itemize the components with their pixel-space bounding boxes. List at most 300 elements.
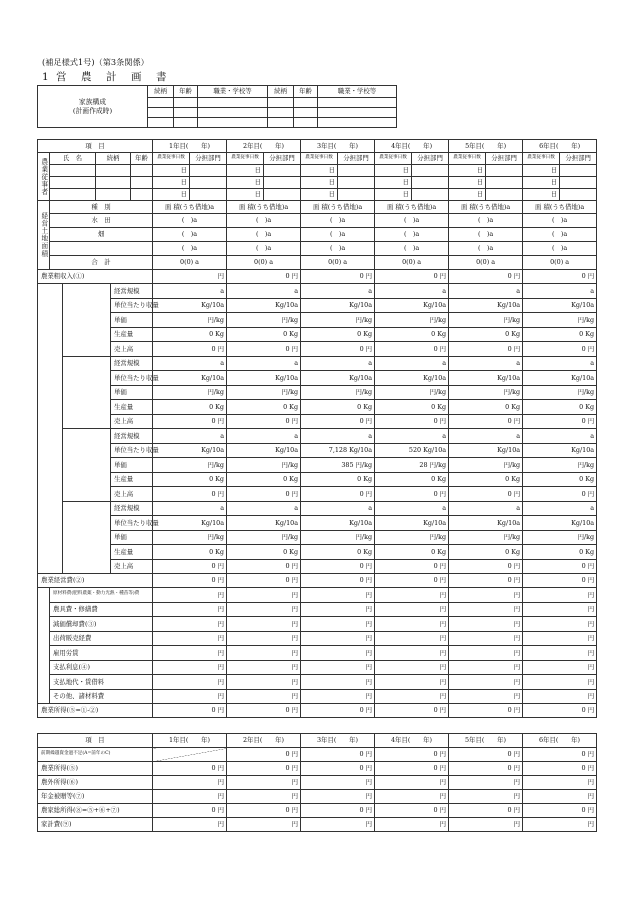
crop-value-cell[interactable]: a	[153, 501, 227, 516]
dept-cell[interactable]	[338, 165, 375, 177]
crop-value-cell[interactable]: 円/kg	[153, 530, 227, 545]
days-cell[interactable]: 日	[375, 189, 412, 201]
expense-value-cell[interactable]: 円	[449, 617, 523, 632]
expense-value-cell[interactable]: 円	[449, 646, 523, 661]
crop-value-cell[interactable]: Kg/10a	[301, 371, 375, 386]
expense-value-cell[interactable]: 円	[375, 660, 449, 675]
family-entry-cell[interactable]	[198, 118, 268, 128]
crop-value-cell[interactable]: Kg/10a	[227, 371, 301, 386]
expense-value-cell[interactable]: 円	[153, 689, 227, 704]
summary-value-cell[interactable]: 0 円	[301, 748, 375, 762]
crop-value-cell[interactable]: 0 円	[449, 487, 523, 502]
family-entry-cell[interactable]	[318, 118, 397, 128]
crop-value-cell[interactable]: 円/kg	[523, 313, 597, 328]
crop-value-cell[interactable]: a	[227, 284, 301, 299]
summary-value-cell[interactable]: 円	[153, 818, 227, 832]
crop-value-cell[interactable]: Kg/10a	[449, 371, 523, 386]
crop-value-cell[interactable]: 0 円	[153, 414, 227, 429]
expense-value-cell[interactable]: 円	[227, 602, 301, 617]
crop-value-cell[interactable]: 円/kg	[449, 313, 523, 328]
crop-value-cell[interactable]: a	[301, 429, 375, 444]
crop-value-cell[interactable]: 0 Kg	[153, 327, 227, 342]
summary-value-cell[interactable]: 0 円	[227, 762, 301, 776]
expense-value-cell[interactable]: 円	[227, 660, 301, 675]
year-header: 6年目( 年)	[523, 140, 597, 153]
dept-cell[interactable]	[412, 189, 449, 201]
crop-value-cell[interactable]: Kg/10a	[449, 298, 523, 313]
summary-value-cell[interactable]: 0 円	[523, 748, 597, 762]
land-area-cell[interactable]: ( )a	[153, 242, 227, 256]
crop-value-cell[interactable]: Kg/10a	[449, 443, 523, 458]
dept-cell[interactable]	[486, 165, 523, 177]
expense-value-cell[interactable]: 円	[227, 675, 301, 690]
land-section-label: 経営土地面積	[38, 201, 50, 270]
summary-value-cell[interactable]: 0 円	[153, 804, 227, 818]
crop-value-cell[interactable]: a	[153, 429, 227, 444]
crop-name-cell[interactable]	[63, 501, 111, 574]
expense-value-cell[interactable]: 円	[449, 588, 523, 603]
family-entry-cell[interactable]	[268, 98, 294, 108]
family-entry-cell[interactable]	[198, 98, 268, 108]
crop-value-cell[interactable]: 520 Kg/10a	[375, 443, 449, 458]
crop-value-cell[interactable]: 0 Kg	[301, 327, 375, 342]
summary-value-cell[interactable]: 0 円	[227, 804, 301, 818]
dept-cell[interactable]	[338, 189, 375, 201]
family-col-header: 年齢	[294, 86, 318, 98]
crop-value-cell[interactable]: a	[523, 284, 597, 299]
expense-value-cell[interactable]: 円	[153, 617, 227, 632]
days-cell[interactable]: 日	[153, 189, 190, 201]
expense-value-cell[interactable]: 円	[153, 602, 227, 617]
expense-value-cell[interactable]: 円	[301, 602, 375, 617]
crop-value-cell[interactable]: Kg/10a	[523, 371, 597, 386]
summary-value-cell[interactable]: 円	[301, 818, 375, 832]
land-area-cell[interactable]: ( )a	[523, 214, 597, 228]
expense-value-cell[interactable]: 円	[449, 675, 523, 690]
expense-value-cell[interactable]: 円	[301, 588, 375, 603]
crop-value-cell[interactable]: Kg/10a	[375, 371, 449, 386]
crop-value-cell[interactable]: 0 円	[227, 487, 301, 502]
crop-value-cell[interactable]: 円/kg	[227, 458, 301, 473]
crop-value-cell[interactable]: 0 円	[375, 342, 449, 357]
expense-value-cell[interactable]: 円	[227, 631, 301, 646]
crop-value-cell[interactable]: 0 Kg	[375, 400, 449, 415]
expense-value-cell[interactable]: 円	[301, 660, 375, 675]
crop-value-cell[interactable]: Kg/10a	[375, 298, 449, 313]
expense-value-cell[interactable]: 円	[153, 675, 227, 690]
crop-value-cell[interactable]: 円/kg	[375, 313, 449, 328]
expense-value-cell[interactable]: 円	[449, 631, 523, 646]
summary-value-cell[interactable]: 0 円	[227, 748, 301, 762]
crop-value-cell[interactable]: 円/kg	[153, 458, 227, 473]
summary-value-cell[interactable]: 円	[523, 776, 597, 790]
summary-value-cell[interactable]: 円	[301, 790, 375, 804]
family-entry-cell[interactable]	[294, 98, 318, 108]
crop-value-cell[interactable]: a	[227, 501, 301, 516]
days-cell[interactable]: 日	[449, 189, 486, 201]
expense-value-cell[interactable]: 円	[227, 646, 301, 661]
days-cell[interactable]: 日	[523, 165, 560, 177]
crop-value-cell[interactable]: 0 円	[301, 559, 375, 574]
crop-value-cell[interactable]: 0 円	[375, 559, 449, 574]
expense-value-cell[interactable]: 円	[153, 631, 227, 646]
expense-value-cell[interactable]: 円	[523, 660, 597, 675]
worker-rel-cell[interactable]	[96, 177, 131, 189]
expense-value-cell[interactable]: 円	[523, 588, 597, 603]
worker-age-header: 年齢	[131, 153, 153, 165]
family-entry-cell[interactable]	[198, 108, 268, 118]
worker-rel-cell[interactable]	[96, 165, 131, 177]
land-area-cell[interactable]: ( )a	[375, 214, 449, 228]
land-area-cell[interactable]: ( )a	[301, 214, 375, 228]
crop-value-cell[interactable]: 0 Kg	[153, 545, 227, 560]
summary-value-cell[interactable]: 円	[523, 818, 597, 832]
dept-cell[interactable]	[486, 189, 523, 201]
days-cell[interactable]: 日	[227, 189, 264, 201]
expense-value-cell[interactable]: 円	[153, 646, 227, 661]
dept-cell[interactable]	[190, 189, 227, 201]
summary-value-cell[interactable]: 0 円	[301, 762, 375, 776]
crop-value-cell[interactable]: 0 円	[523, 342, 597, 357]
summary-value-cell[interactable]: 円	[227, 818, 301, 832]
crop-value-cell[interactable]: 0 Kg	[227, 327, 301, 342]
expense-value-cell[interactable]: 円	[523, 617, 597, 632]
expense-value-cell[interactable]: 円	[449, 602, 523, 617]
family-entry-cell[interactable]	[174, 98, 198, 108]
dept-cell[interactable]	[412, 177, 449, 189]
crop-value-cell[interactable]: 円/kg	[523, 458, 597, 473]
crop-value-cell[interactable]: 0 円	[301, 342, 375, 357]
expense-value-cell[interactable]: 円	[227, 689, 301, 704]
summary-value-cell[interactable]: 円	[523, 790, 597, 804]
crop-value-cell[interactable]: a	[227, 429, 301, 444]
crop-value-cell[interactable]: 円/kg	[227, 530, 301, 545]
crop-value-cell[interactable]: 0 Kg	[153, 472, 227, 487]
expense-value-cell[interactable]: 円	[153, 660, 227, 675]
family-entry-cell[interactable]	[148, 98, 174, 108]
land-area-cell[interactable]: ( )a	[153, 214, 227, 228]
family-entry-cell[interactable]	[318, 108, 397, 118]
crop-value-cell[interactable]: 0 円	[523, 559, 597, 574]
family-entry-cell[interactable]	[174, 108, 198, 118]
crop-value-cell[interactable]: 0 Kg	[301, 400, 375, 415]
expense-value-cell[interactable]: 円	[523, 646, 597, 661]
crop-value-cell[interactable]: Kg/10a	[227, 443, 301, 458]
crop-value-cell[interactable]: Kg/10a	[153, 516, 227, 531]
crop-value-cell[interactable]: 円/kg	[301, 530, 375, 545]
expense-value-cell[interactable]: 円	[375, 588, 449, 603]
crop-value-cell[interactable]: 0 円	[449, 414, 523, 429]
family-entry-cell[interactable]	[174, 118, 198, 128]
worker-name-cell[interactable]	[50, 177, 96, 189]
crop-value-cell[interactable]: 385 円/kg	[301, 458, 375, 473]
crop-value-cell[interactable]: 0 Kg	[153, 400, 227, 415]
crop-value-cell[interactable]: 円/kg	[449, 458, 523, 473]
crop-value-cell[interactable]: 0 Kg	[375, 472, 449, 487]
crop-value-cell[interactable]: a	[153, 356, 227, 371]
crop-value-cell[interactable]: 0 Kg	[523, 327, 597, 342]
crop-value-cell[interactable]: 円/kg	[523, 385, 597, 400]
days-cell[interactable]: 日	[375, 177, 412, 189]
land-area-cell[interactable]: ( )a	[449, 214, 523, 228]
expense-value-cell[interactable]: 円	[301, 675, 375, 690]
dept-header: 分担部門	[486, 153, 523, 165]
expense-value-cell[interactable]: 円	[523, 602, 597, 617]
dept-cell[interactable]	[264, 189, 301, 201]
summary-value-cell[interactable]: 0 円	[449, 762, 523, 776]
expense-value-cell[interactable]: 円	[301, 689, 375, 704]
crop-value-cell[interactable]: 0 円	[449, 342, 523, 357]
crop-value-cell[interactable]: a	[227, 356, 301, 371]
crop-value-cell[interactable]: 0 Kg	[301, 472, 375, 487]
crop-value-cell[interactable]: 0 円	[227, 342, 301, 357]
summary-value-cell[interactable]: 0 円	[523, 804, 597, 818]
summary-value-cell[interactable]: 0 円	[375, 762, 449, 776]
summary-value-cell[interactable]: 円	[301, 776, 375, 790]
crop-value-cell[interactable]: a	[449, 284, 523, 299]
expense-value-cell[interactable]: 円	[301, 617, 375, 632]
summary-value-cell[interactable]: 円	[449, 776, 523, 790]
dept-cell[interactable]	[338, 177, 375, 189]
crop-value-cell[interactable]: 円/kg	[449, 530, 523, 545]
family-entry-cell[interactable]	[268, 108, 294, 118]
crop-value-cell[interactable]: 0 円	[153, 342, 227, 357]
land-area-cell[interactable]: ( )a	[153, 228, 227, 242]
expense-value-cell[interactable]: 円	[375, 617, 449, 632]
expense-value-cell[interactable]: 円	[301, 631, 375, 646]
days-cell[interactable]: 日	[153, 177, 190, 189]
crop-value-cell[interactable]: 0 円	[301, 414, 375, 429]
days-cell[interactable]: 日	[301, 189, 338, 201]
crop-value-cell[interactable]: Kg/10a	[523, 443, 597, 458]
crop-row-label: 経営規模	[111, 284, 153, 299]
expense-value-cell[interactable]: 円	[153, 588, 227, 603]
summary-value-cell[interactable]	[153, 748, 227, 762]
crop-value-cell[interactable]: Kg/10a	[153, 298, 227, 313]
crop-value-cell[interactable]: a	[153, 284, 227, 299]
crop-value-cell[interactable]: Kg/10a	[375, 516, 449, 531]
dept-cell[interactable]	[486, 177, 523, 189]
worker-age-cell[interactable]	[131, 189, 153, 201]
crop-value-cell[interactable]: 0 円	[153, 559, 227, 574]
summary-value-cell[interactable]: 0 円	[449, 804, 523, 818]
summary-value-cell[interactable]: 0 円	[375, 804, 449, 818]
crop-value-cell[interactable]: Kg/10a	[301, 298, 375, 313]
land-row-label: 水 田	[50, 214, 153, 228]
family-entry-cell[interactable]	[148, 108, 174, 118]
crop-value-cell[interactable]: a	[301, 284, 375, 299]
dept-cell[interactable]	[560, 177, 597, 189]
crop-name-cell[interactable]	[63, 429, 111, 502]
crop-value-cell[interactable]: a	[523, 501, 597, 516]
family-entry-cell[interactable]	[294, 108, 318, 118]
dept-cell[interactable]	[190, 177, 227, 189]
crop-value-cell[interactable]: 0 Kg	[227, 400, 301, 415]
family-entry-cell[interactable]	[318, 98, 397, 108]
farm-income-label: 農業所得(⑤=①-②)	[38, 704, 153, 718]
crop-value-cell[interactable]: 0 円	[153, 487, 227, 502]
dept-cell[interactable]	[264, 177, 301, 189]
crop-value-cell[interactable]: 0 円	[301, 487, 375, 502]
family-entry-cell[interactable]	[148, 118, 174, 128]
days-cell[interactable]: 日	[523, 177, 560, 189]
crop-value-cell[interactable]: a	[449, 429, 523, 444]
dept-cell[interactable]	[560, 189, 597, 201]
summary-value-cell[interactable]: 0 円	[153, 762, 227, 776]
expense-value-cell[interactable]: 円	[375, 646, 449, 661]
crop-value-cell[interactable]: 0 円	[227, 414, 301, 429]
land-area-cell[interactable]: ( )a	[301, 228, 375, 242]
days-cell[interactable]: 日	[301, 165, 338, 177]
crop-value-cell[interactable]: 円/kg	[227, 313, 301, 328]
crop-value-cell[interactable]: a	[375, 429, 449, 444]
dept-cell[interactable]	[190, 165, 227, 177]
crop-value-cell[interactable]: Kg/10a	[153, 443, 227, 458]
crop-value-cell[interactable]: 0 Kg	[375, 545, 449, 560]
crop-value-cell[interactable]: 0 Kg	[523, 400, 597, 415]
crop-value-cell[interactable]: 0 円	[375, 487, 449, 502]
land-area-cell[interactable]: ( )a	[449, 228, 523, 242]
crop-value-cell[interactable]: 0 Kg	[227, 472, 301, 487]
days-cell[interactable]: 日	[523, 189, 560, 201]
crop-value-cell[interactable]: a	[449, 501, 523, 516]
days-cell[interactable]: 日	[227, 165, 264, 177]
crop-value-cell[interactable]: 7,128 Kg/10a	[301, 443, 375, 458]
crop-value-cell[interactable]: 0 円	[375, 414, 449, 429]
expense-value-cell[interactable]: 円	[523, 689, 597, 704]
crop-value-cell[interactable]: Kg/10a	[227, 298, 301, 313]
crop-name-cell[interactable]	[63, 284, 111, 357]
crop-value-cell[interactable]: Kg/10a	[227, 516, 301, 531]
crop-value-cell[interactable]: 円/kg	[301, 385, 375, 400]
worker-name-cell[interactable]	[50, 189, 96, 201]
summary-value-cell[interactable]: 円	[153, 790, 227, 804]
crop-value-cell[interactable]: 0 Kg	[301, 545, 375, 560]
land-area-cell[interactable]: ( )a	[523, 242, 597, 256]
crop-value-cell[interactable]: a	[375, 284, 449, 299]
expense-value-cell[interactable]: 円	[449, 689, 523, 704]
crop-value-cell[interactable]: a	[523, 429, 597, 444]
worker-age-cell[interactable]	[131, 165, 153, 177]
expense-value-cell[interactable]: 円	[301, 646, 375, 661]
crop-value-cell[interactable]: a	[301, 356, 375, 371]
crop-value-cell[interactable]: 円/kg	[153, 385, 227, 400]
crop-name-cell[interactable]	[63, 356, 111, 429]
dept-cell[interactable]	[412, 165, 449, 177]
crop-value-cell[interactable]: 0 Kg	[449, 472, 523, 487]
days-cell[interactable]: 日	[301, 177, 338, 189]
crop-value-cell[interactable]: 円/kg	[227, 385, 301, 400]
expense-value-cell[interactable]: 円	[449, 660, 523, 675]
crop-value-cell[interactable]: 0 Kg	[523, 472, 597, 487]
land-area-cell[interactable]: ( )a	[375, 242, 449, 256]
crop-value-cell[interactable]: Kg/10a	[449, 516, 523, 531]
land-area-cell[interactable]: ( )a	[227, 214, 301, 228]
crop-value-cell[interactable]: Kg/10a	[523, 298, 597, 313]
summary-value-cell[interactable]: 円	[375, 790, 449, 804]
crop-value-cell[interactable]: 28 円/kg	[375, 458, 449, 473]
expense-value-cell[interactable]: 円	[375, 675, 449, 690]
crop-value-cell[interactable]: 円/kg	[523, 530, 597, 545]
crop-value-cell[interactable]: Kg/10a	[301, 516, 375, 531]
crop-value-cell[interactable]: 0 円	[523, 487, 597, 502]
summary-value-cell[interactable]: 円	[227, 790, 301, 804]
crop-value-cell[interactable]: a	[523, 356, 597, 371]
crop-value-cell[interactable]: 0 Kg	[523, 545, 597, 560]
land-area-cell[interactable]: ( )a	[523, 228, 597, 242]
crop-value-cell[interactable]: Kg/10a	[153, 371, 227, 386]
summary-value-cell[interactable]: 円	[375, 818, 449, 832]
land-area-cell[interactable]: ( )a	[227, 228, 301, 242]
crop-value-cell[interactable]: 0 Kg	[449, 545, 523, 560]
summary-value-cell[interactable]: 0 円	[523, 762, 597, 776]
worker-age-cell[interactable]	[131, 177, 153, 189]
crop-value-cell[interactable]: 円/kg	[375, 385, 449, 400]
crop-value-cell[interactable]: a	[301, 501, 375, 516]
crop-value-cell[interactable]: 0 Kg	[227, 545, 301, 560]
summary-value-cell[interactable]: 円	[153, 776, 227, 790]
expense-value-cell[interactable]: 円	[523, 675, 597, 690]
crop-value-cell[interactable]: 円/kg	[153, 313, 227, 328]
crop-value-cell[interactable]: a	[375, 356, 449, 371]
land-area-cell[interactable]: ( )a	[301, 242, 375, 256]
days-cell[interactable]: 日	[449, 165, 486, 177]
expense-indent	[38, 646, 50, 661]
crop-value-cell[interactable]: 0 円	[227, 559, 301, 574]
worker-name-cell[interactable]	[50, 165, 96, 177]
days-cell[interactable]: 日	[449, 177, 486, 189]
dept-cell[interactable]	[264, 165, 301, 177]
land-area-cell[interactable]: ( )a	[375, 228, 449, 242]
crop-value-cell[interactable]: 円/kg	[375, 530, 449, 545]
crop-value-cell[interactable]: Kg/10a	[523, 516, 597, 531]
summary-value-cell[interactable]: 0 円	[301, 804, 375, 818]
crop-value-cell[interactable]: 0 Kg	[449, 327, 523, 342]
expense-value-cell[interactable]: 円	[375, 689, 449, 704]
summary-value-cell[interactable]: 円	[227, 776, 301, 790]
dept-cell[interactable]	[560, 165, 597, 177]
summary-value-cell[interactable]: 円	[449, 790, 523, 804]
summary-value-cell[interactable]: 円	[449, 818, 523, 832]
crop-value-cell[interactable]: a	[449, 356, 523, 371]
family-col-header: 職業・学校等	[198, 86, 268, 98]
expense-value-cell[interactable]: 円	[523, 631, 597, 646]
family-entry-cell[interactable]	[268, 118, 294, 128]
expense-value-cell[interactable]: 円	[227, 617, 301, 632]
land-area-cell[interactable]: ( )a	[227, 242, 301, 256]
crop-value-cell[interactable]: 0 Kg	[449, 400, 523, 415]
land-area-cell[interactable]: ( )a	[449, 242, 523, 256]
crop-value-cell[interactable]: 0 円	[449, 559, 523, 574]
family-entry-cell[interactable]	[294, 118, 318, 128]
crop-value-cell[interactable]: a	[375, 501, 449, 516]
worker-rel-cell[interactable]	[96, 189, 131, 201]
land-row-label: 畑	[50, 228, 153, 242]
crop-value-cell[interactable]: 円/kg	[449, 385, 523, 400]
days-cell[interactable]: 日	[375, 165, 412, 177]
expense-value-cell[interactable]: 円	[375, 602, 449, 617]
expense-value-cell[interactable]: 円	[227, 588, 301, 603]
days-cell[interactable]: 日	[227, 177, 264, 189]
crop-value-cell[interactable]: 円/kg	[301, 313, 375, 328]
summary-value-cell[interactable]: 円	[375, 776, 449, 790]
crop-value-cell[interactable]: 0 Kg	[375, 327, 449, 342]
crop-value-cell[interactable]: 0 円	[523, 414, 597, 429]
days-cell[interactable]: 日	[153, 165, 190, 177]
summary-value-cell[interactable]: 0 円	[449, 748, 523, 762]
summary-value-cell[interactable]: 0 円	[375, 748, 449, 762]
expense-value-cell[interactable]: 円	[375, 631, 449, 646]
